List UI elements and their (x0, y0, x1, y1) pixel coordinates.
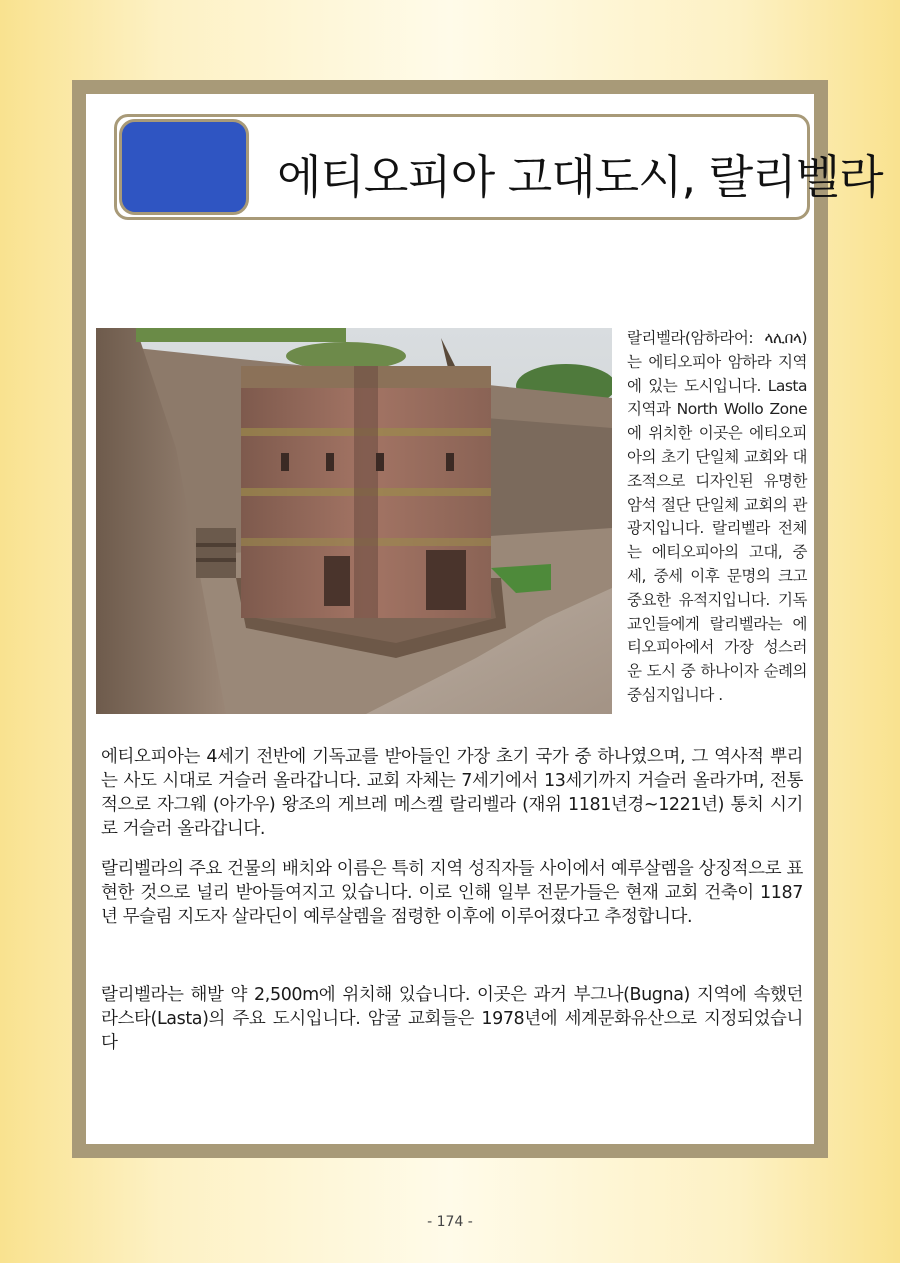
intro-sidebar-text: 랄리벨라(암하라어: ላሊበላ)는 에티오피아 암하라 지역에 있는 도시입니다. Lasta 지역과 North Wollo Zone에 위치한 이곳은 에티오피아의 초기 단일체 교회와 대조적으로 디자인된 유명한 암석 절단 단일체 교회의 관광지입니다. 랄리벨라 전체는 에티오피아의 고대, 중세, 중세 이후 문명의 크고 중요한 유적지입니다. 기독교인들에게 랄리벨라는 에티오피아에서 가장 성스러운 도시 중 하나이자 순례의 중심지입니다 . (627, 329, 807, 704)
page-title: 에티오피아 고대도시, 랄리벨라 (277, 150, 883, 204)
page-number: - 174 - (427, 1214, 473, 1230)
paragraph-history: 에티오피아는 4세기 전반에 기독교를 받아들인 가장 초기 국가 중 하나였으며, 그 역사적 뿌리는 사도 시대로 거슬러 올라갑니다. 교회 자체는 7세기에서 13세기까지 거슬러 올라가며, 전통적으로 자그웨 (아가우) 왕조의 게브레 메스켈 랄리벨라 (재위 1181년경~1221년) 통치 시기로 거슬러 올라갑니다. (101, 747, 803, 839)
church-photo (96, 328, 612, 714)
title-banner (114, 114, 883, 220)
paragraph-location: 랄리벨라는 해발 약 2,500m에 위치해 있습니다. 이곳은 과거 부그나(Bugna) 지역에 속했던 라스타(Lasta)의 주요 도시입니다. 암굴 교회들은 1978년에 세계문화유산으로 지정되었습니다 (101, 985, 803, 1053)
page-frame (72, 80, 883, 1158)
paragraph-jerusalem: 랄리벨라의 주요 건물의 배치와 이름은 특히 지역 성직자들 사이에서 예루살렘을 상징적으로 표현한 것으로 널리 받아들여지고 있습니다. 이로 인해 일부 전문가들은 현재 교회 건축이 1187년 무슬림 지도자 살라딘이 예루살렘을 점령한 이후에 이루어졌다고 추정합니다. (101, 859, 803, 927)
title-accent-block (119, 119, 249, 215)
